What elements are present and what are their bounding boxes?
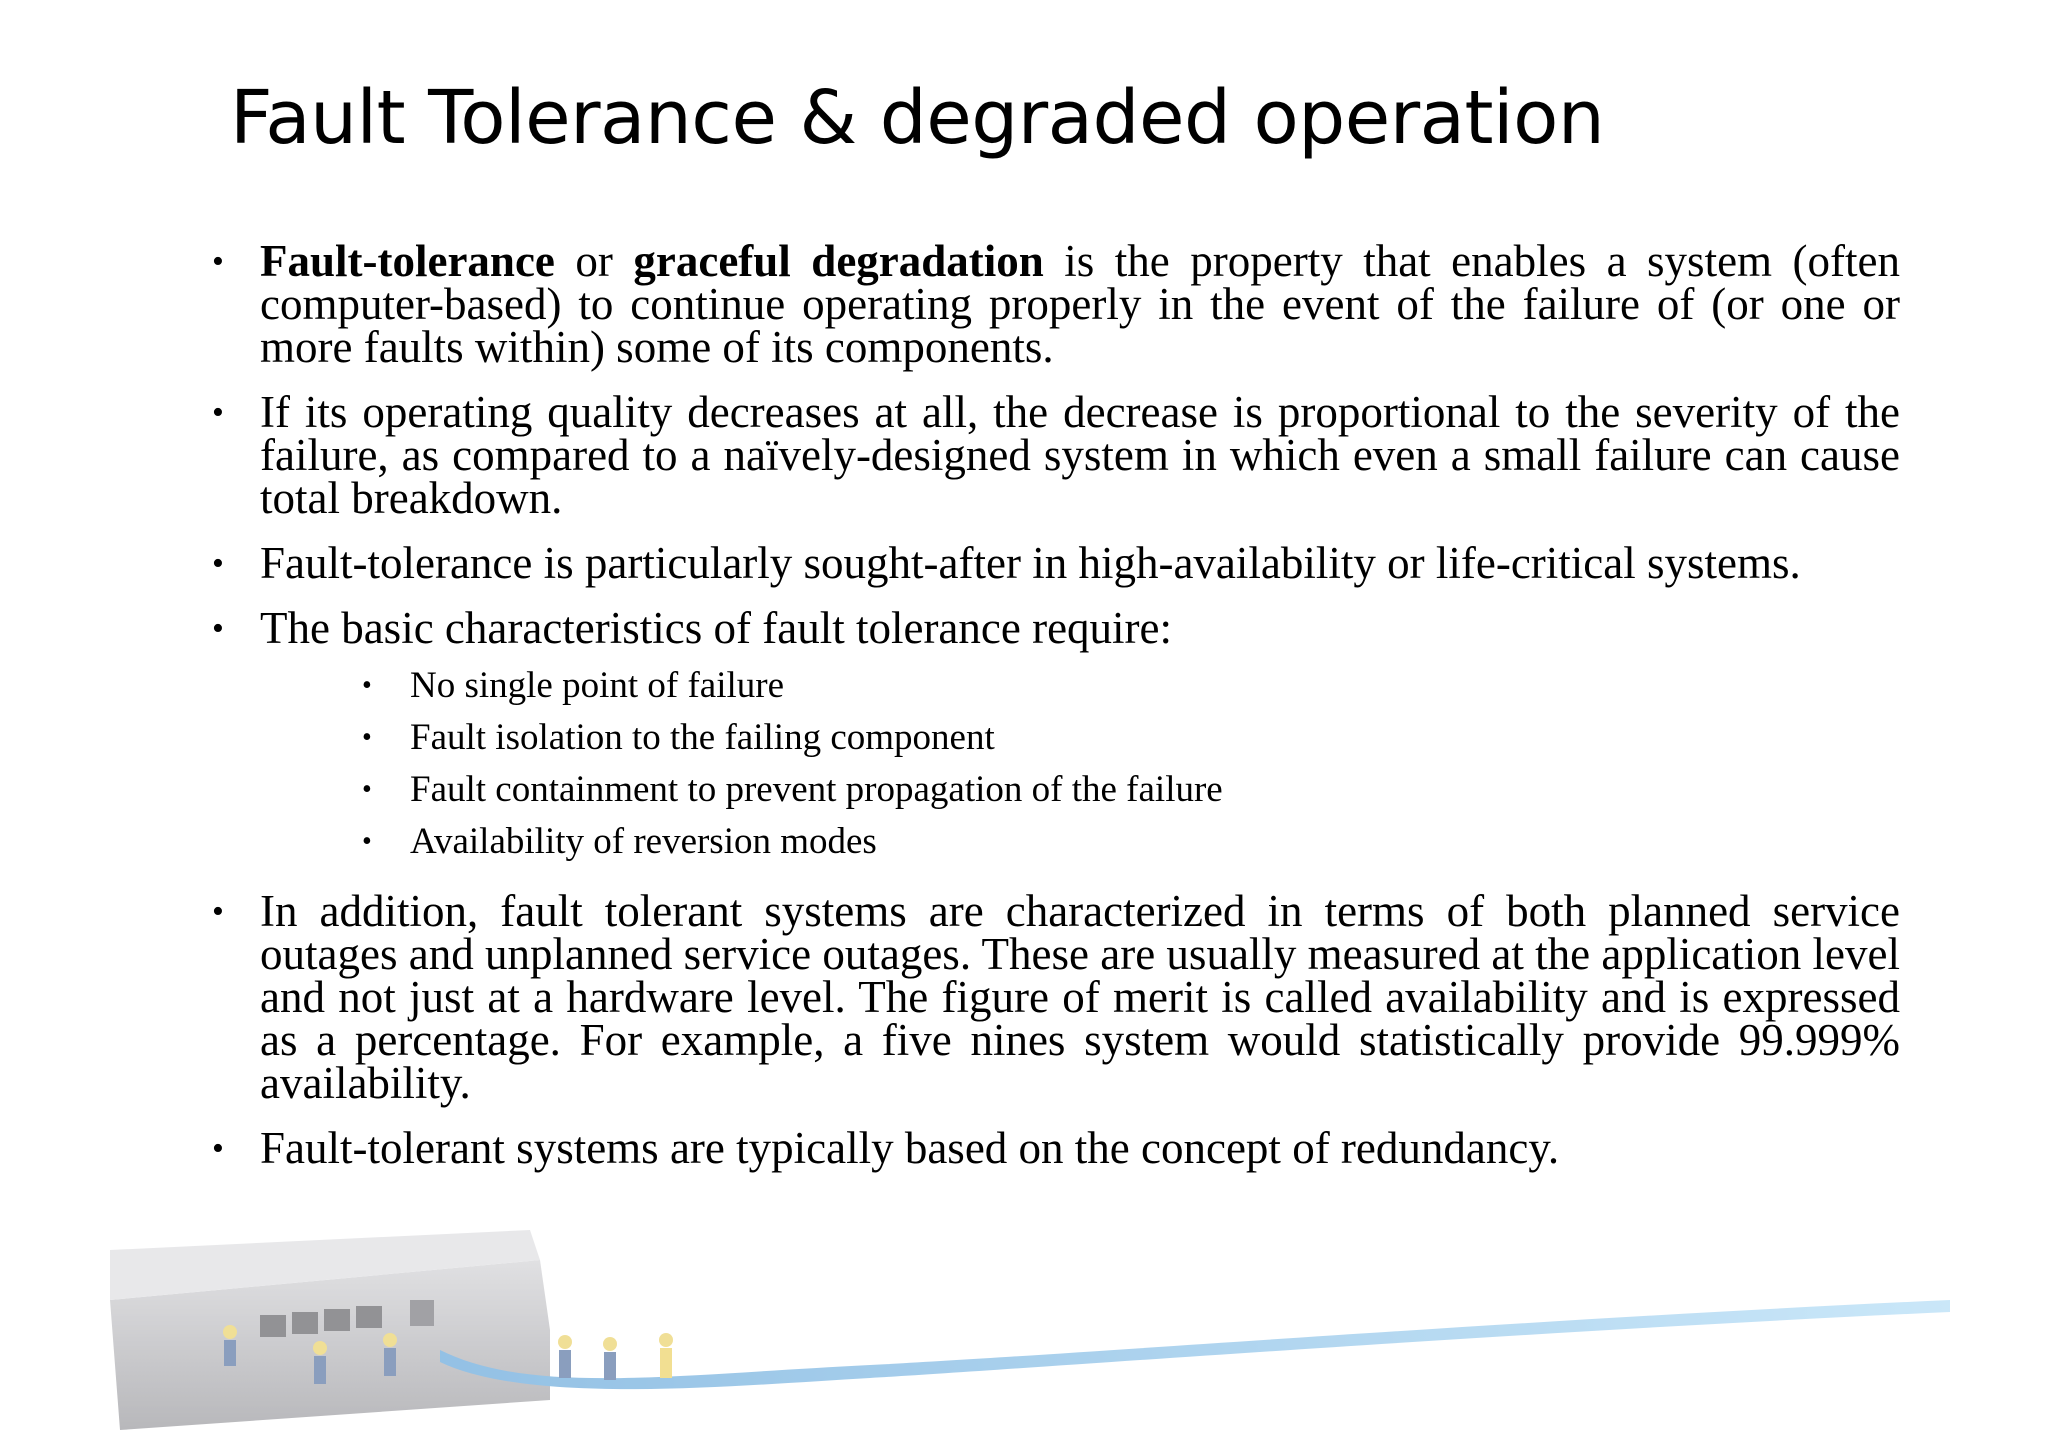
sub-bullet-item-2 [260,712,1900,764]
bullet-item-5 [200,886,1900,1108]
sub-bullet-dot: • [362,774,372,805]
sub-bullet-dot: • [362,670,372,701]
router-port [410,1300,434,1326]
bullet-joiner: or [554,236,634,286]
bold-term-fault-tolerance: Fault-tolerance [260,236,555,286]
sub-bullet-dot: • [362,826,372,857]
sub-bullet-item-1 [260,660,1900,712]
sub-bullet-text: No single point of failure [410,665,785,706]
router-port [324,1309,350,1331]
bullet-text: Fault-tolerance is particularly sought-after in high-availability or life-critical systems. [260,538,1801,588]
bullet-text: In addition, fault tolerant systems are characterized in terms of both planned service outages and unplanned service outages. These are usually measured at the application level and not just at a hardware level. The figure of merit is called availability and is expressed as a percentage. For example, a five nines system would statistically provide 99.999% availability. [260,886,1900,1108]
bullet-item-4 [200,603,1900,868]
router-port [260,1315,286,1337]
slide-title: Fault Tolerance & degraded operation [230,75,1605,161]
sub-bullet-text: Fault containment to prevent propagation of the failure [410,769,1223,810]
sub-bullet-dot: • [362,722,372,753]
bullet-item-3 [200,538,1900,588]
bullet-item-2 [200,387,1900,523]
bold-term-graceful-degradation: graceful degradation [633,236,1044,286]
bullet-dot: • [212,610,224,647]
bullet-item-1 [200,236,1912,372]
router-port [292,1312,318,1334]
bullet-list [200,236,1912,1192]
bullet-dot: • [212,394,224,431]
router-port [356,1306,382,1328]
sub-bullet-item-3 [260,764,1900,816]
sub-bullet-list [260,660,1900,868]
sub-bullet-text: Fault isolation to the failing component [410,717,995,758]
bullet-text: is the property that enables a system (often computer-based) to continue operating properly in the event of the failure of (or one or more faults within) some of its components. [260,236,1912,372]
sub-bullet-text: Availability of reversion modes [410,821,877,862]
bullet-dot: • [212,243,224,280]
bullet-dot: • [212,1130,224,1167]
bullet-text: The basic characteristics of fault tolerance require: [260,603,1173,653]
bullet-dot: • [212,893,224,930]
sub-bullet-item-4 [260,816,1900,868]
bullet-item-6 [200,1123,1900,1173]
network-router-cable-workers-icon [110,1180,1950,1440]
bullet-text: Fault-tolerant systems are typically based on the concept of redundancy. [260,1123,1560,1173]
bullet-dot: • [212,545,224,582]
bullet-text: If its operating quality decreases at all, the decrease is proportional to the severity of the failure, as compared to a naïvely-designed system in which even a small failure can cause total breakdown. [260,387,1900,523]
